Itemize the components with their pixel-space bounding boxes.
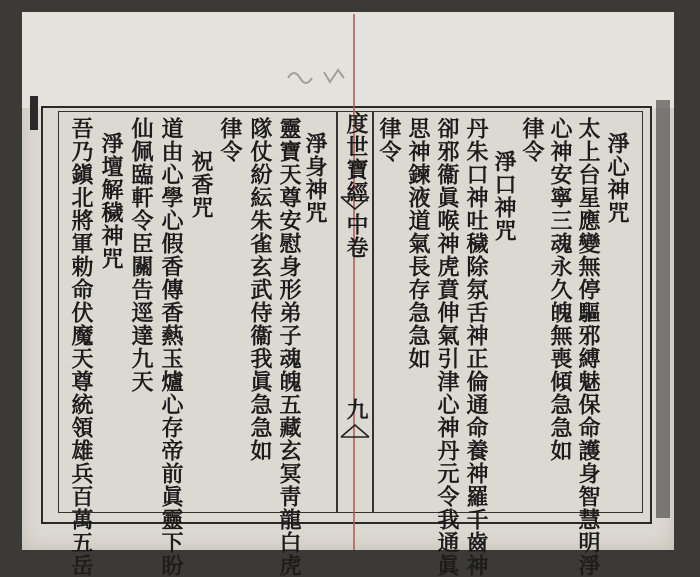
- left-column-8: 淨壇解穢神咒: [98, 132, 124, 270]
- left-column-9: 吾乃鎭北將軍勅命伏魔天尊統領雄兵百萬五岳: [68, 117, 94, 577]
- right-column-4: 律令: [519, 117, 545, 163]
- right-column-8: 思神鍊液道氣長存急急如: [405, 117, 431, 370]
- left-column-2: 靈寶天尊安慰身形弟子魂魄五藏玄冥靑龍白虎: [276, 117, 302, 577]
- left-column-7: 仙佩臨軒令臣關告逕達九天: [128, 117, 154, 393]
- right-column-2: 太上台星應變無停驅邪縛魅保命護身智慧明淨: [575, 117, 601, 577]
- right-column-7: 卻邪衞眞喉神虎賁伸氣引津心神丹元令我通眞: [434, 117, 460, 577]
- right-column-1: 淨心神咒: [604, 132, 630, 224]
- right-edge-strip: [656, 100, 670, 518]
- book-title: [338, 112, 374, 204]
- page-number-text: 九: [343, 398, 369, 421]
- spine-thread-line: [353, 14, 355, 550]
- left-column-5: 祝香咒: [188, 150, 214, 219]
- left-column-4: 律令: [217, 117, 243, 163]
- fish-tail-mark-upper: [340, 196, 370, 210]
- left-column-6: 道由心學心假香傳香爇玉爐心存帝前眞靈下盼: [158, 117, 184, 577]
- volume-text: 中卷: [343, 213, 369, 259]
- left-column-3: 隊仗紛紜朱雀玄武侍衞我眞急急如: [247, 117, 273, 462]
- top-margin: [22, 12, 674, 108]
- book-title-text: 度世寶經: [343, 112, 369, 204]
- volume-label: [338, 213, 374, 259]
- faint-seal-stamp: [280, 64, 360, 86]
- right-column-5: 淨口神咒: [491, 150, 517, 242]
- right-column-6: 丹朱口神吐穢除氛舌神正倫通命養神羅千齒神: [463, 117, 489, 577]
- right-column-9: 律令: [376, 117, 402, 163]
- right-column-3: 心神安寧三魂永久魄無喪傾急急如: [547, 117, 573, 462]
- left-column-1: 淨身神咒: [302, 132, 328, 224]
- left-edge-mark: [30, 96, 38, 130]
- fish-tail-mark-lower: [340, 424, 370, 438]
- page-number: [338, 398, 374, 421]
